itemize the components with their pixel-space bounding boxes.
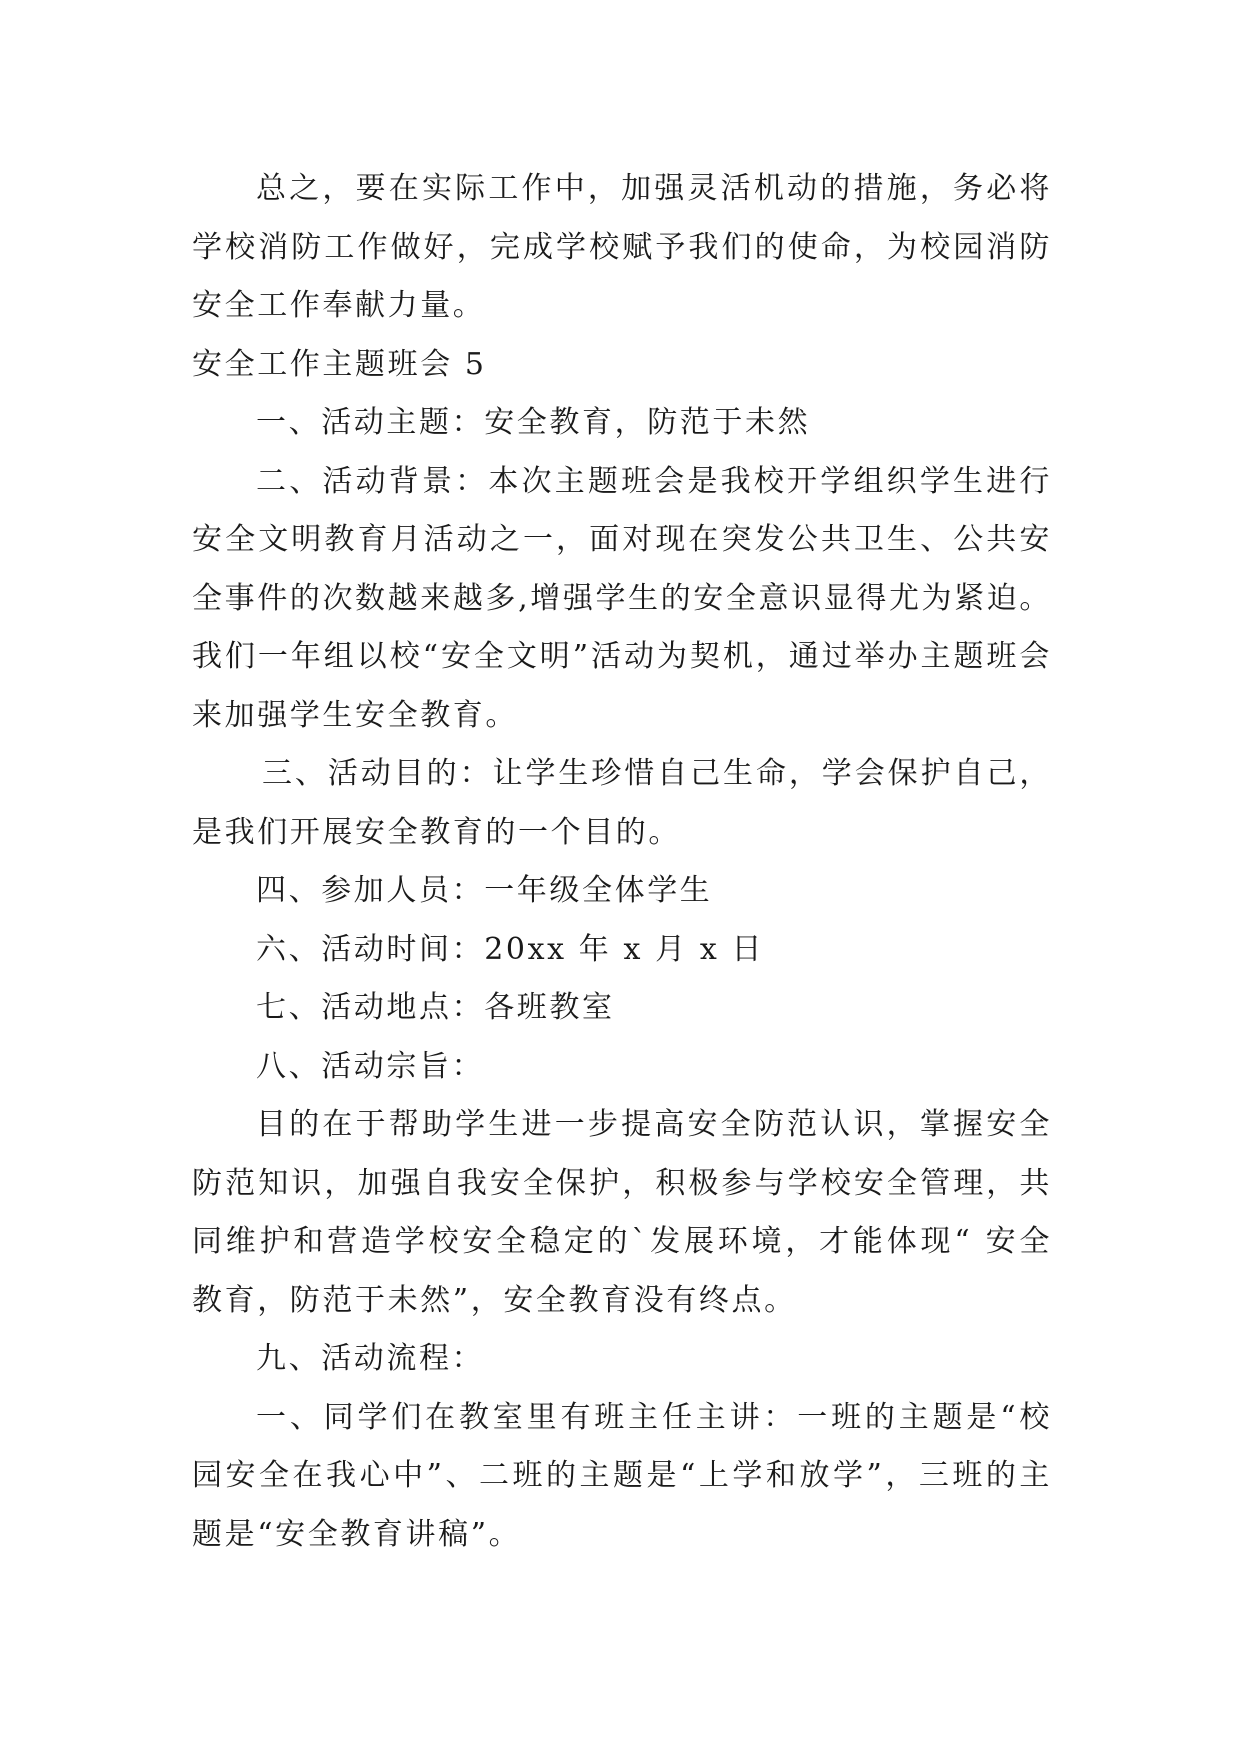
paragraph-activity-aim: 目的在于帮助学生进一步提高安全防范认识，掌握安全防范知识，加强自我安全保护，积极参与学校安全管理，共同维护和营造学校安全稳定的`发展环境，才能体现“ 安全教育，防范于未然”，安全教育没有终点。	[192, 1107, 1052, 1318]
paragraph-activity-theme: 一、活动主题：安全教育，防范于未然	[256, 405, 811, 440]
paragraph-activity-time: 六、活动时间：20xx 年 x 月 x 日	[256, 931, 765, 967]
paragraph-conclusion: 总之，要在实际工作中，加强灵活机动的措施，务必将学校消防工作做好，完成学校赋予我们的使命，为校园消防安全工作奉献力量。	[192, 171, 1052, 323]
paragraph-activity-purpose: 三、活动目的：让学生珍惜自己生命，学会保护自己，是我们开展安全教育的一个目的。	[192, 756, 1052, 850]
paragraph-activity-location: 七、活动地点：各班教室	[256, 990, 615, 1025]
paragraph-activity-aim-heading: 八、活动宗旨：	[256, 1048, 485, 1084]
paragraph-activity-flow-step-1: 一、同学们在教室里有班主任主讲：一班的主题是“校园安全在我心中”、二班的主题是“上学和放学”，三班的主题是“安全教育讲稿”。	[192, 1399, 1052, 1552]
paragraph-participants: 四、参加人员：一年级全体学生	[256, 873, 713, 908]
document-body	[192, 160, 1052, 1564]
section-title: 安全工作主题班会 5	[192, 346, 487, 382]
paragraph-activity-flow-heading: 九、活动流程：	[256, 1341, 485, 1376]
paragraph-activity-background: 二、活动背景：本次主题班会是我校开学组织学生进行安全文明教育月活动之一，面对现在突发公共卫生、公共安全事件的次数越来越多,增强学生的安全意识显得尤为紧迫。我们一年组以校“安全文明”活动为契机，通过举办主题班会来加强学生安全教育。	[192, 463, 1052, 733]
